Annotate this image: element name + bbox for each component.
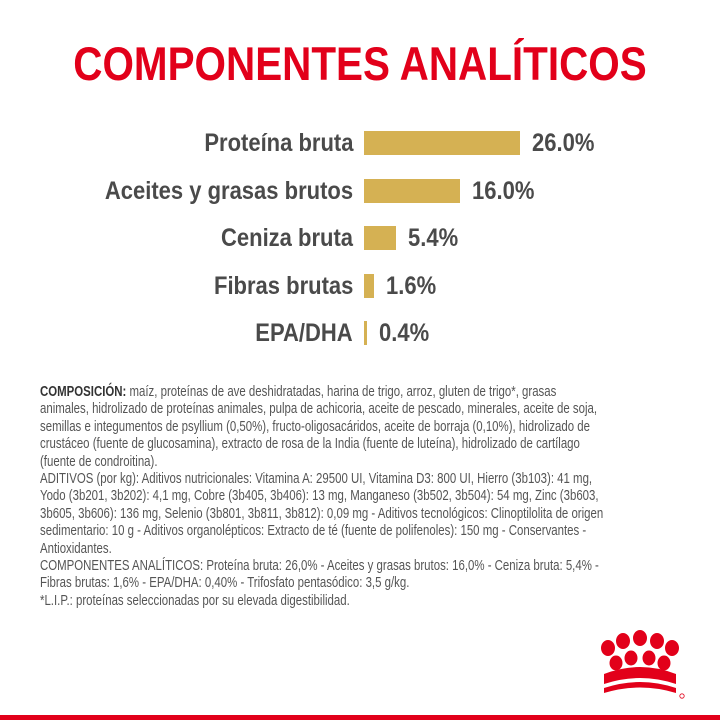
value-bar [364, 131, 520, 155]
composition-line: Fibras brutas: 1,6% - EPA/DHA: 0,40% - Trifosfato pentasódico: 3,5 g/kg. [40, 575, 410, 592]
composition-line: ADITIVOS (por kg): Aditivos nutricionales: Vitamina A: 29500 UI, Vitamina D3: 800 UI, Hierro (3b103): 41 mg, [40, 471, 593, 488]
composition-text [40, 384, 675, 610]
composition-line: Antioxidantes. [40, 540, 112, 557]
composition-line: crustáceo (fuente de glucosamina), extracto de rosa de la India (fuente de luteína), hidrolizado de cartílago [40, 436, 580, 453]
composition-line: (fuente de condroitina). [40, 453, 158, 470]
value-bar [364, 226, 396, 250]
chart-row [0, 271, 720, 301]
composition-line: *L.I.P.: proteínas seleccionadas por su elevada digestibilidad. [40, 592, 350, 609]
value-label: 5.4% [408, 224, 459, 252]
chart-row [0, 176, 720, 206]
composition-line: animales, hidrolizado de proteínas animales, pulpa de achicoria, aceite de pescado, minerales, aceite de soja, [40, 401, 598, 418]
category-label: Aceites y grasas brutos [104, 176, 353, 205]
chart-row [0, 128, 720, 158]
composition-line: semillas e integumentos de psyllium (0,50%), fructo-oligosacáridos, aceite de borraja (0,10%), hidrolizado de [40, 418, 591, 435]
value-bar [364, 274, 374, 298]
composition-line [40, 384, 675, 401]
composition-line: sedimentario: 10 g - Aditivos organolépticos: Extracto de té (fuente de polifenoles): 150 mg - Conservantes - [40, 523, 587, 540]
chart-row [0, 318, 720, 348]
composition-line: COMPONENTES ANALÍTICOS: Proteína bruta: 26,0% - Aceites y grasas brutos: 16,0% - Ceniza bruta: 5,4% - [40, 558, 599, 575]
category-label: Fibras brutas [213, 271, 353, 300]
composition-heading: COMPOSICIÓN: [40, 384, 127, 400]
category-label: Proteína bruta [203, 129, 353, 157]
composition-line: 3b605, 3b606): 136 mg, Selenio (3b801, 3b811, 3b812): 0,09 mg - Aditivos tecnológicos: Clinoptilolita de origen [40, 505, 604, 522]
category-label: EPA/DHA [255, 319, 353, 347]
royal-canin-crown-icon [594, 630, 686, 702]
value-label: 0.4% [379, 319, 430, 347]
composition-line-text: maíz, proteínas de ave deshidratadas, harina de trigo, arroz, gluten de trigo*, grasas [126, 384, 557, 400]
value-label: 1.6% [385, 271, 436, 300]
page-title: COMPONENTES ANALÍTICOS [73, 37, 647, 90]
value-label: 26.0% [532, 129, 595, 157]
value-bar [364, 179, 460, 203]
composition-line: Yodo (3b201, 3b202): 4,1 mg, Cobre (3b405, 3b406): 13 mg, Manganeso (3b502, 3b504): 54 mg, Zinc (3b603, [40, 488, 599, 505]
bottom-accent-bar [0, 715, 720, 720]
category-label: Ceniza bruta [220, 224, 353, 252]
value-bar [364, 321, 367, 345]
chart-row [0, 223, 720, 253]
value-label: 16.0% [472, 176, 535, 205]
